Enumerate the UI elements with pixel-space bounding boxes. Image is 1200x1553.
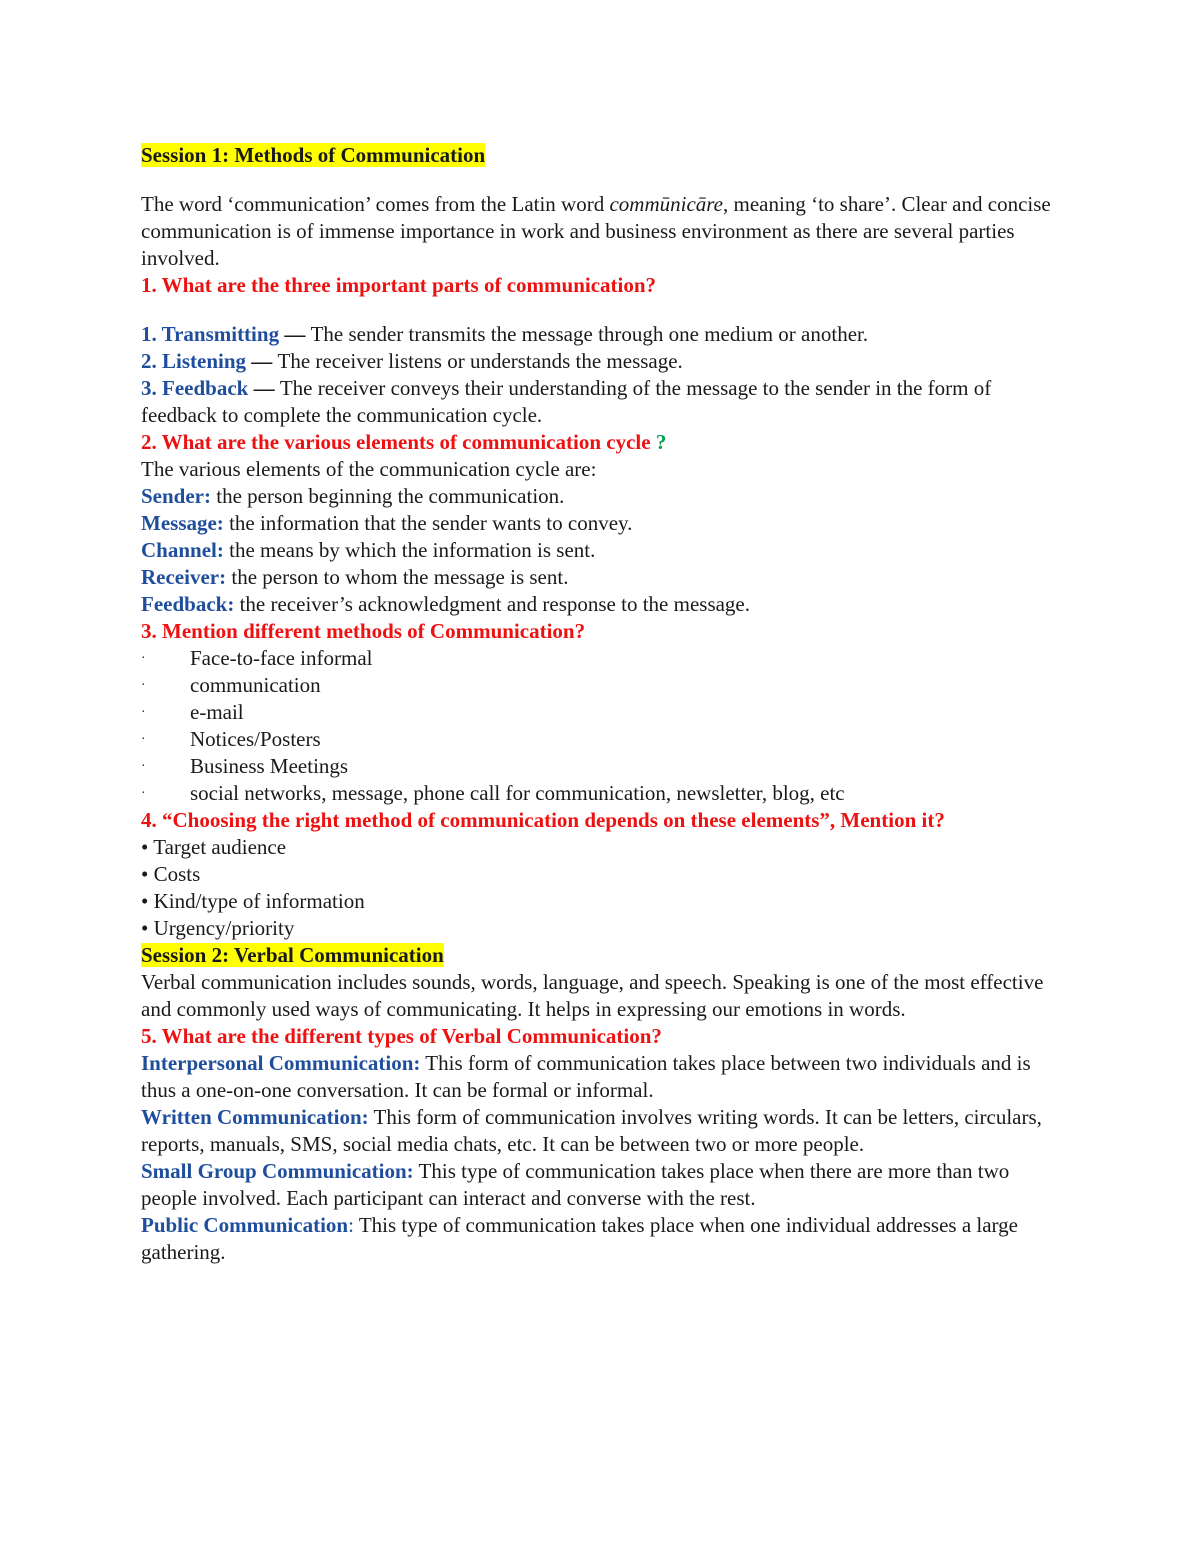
q2-item-receiver: Receiver: the person to whom the message is sent. <box>141 565 569 589</box>
session1-heading <box>141 142 1060 169</box>
list-item: • Costs <box>141 862 201 886</box>
q5-item-written: Written Communication: This form of communication involves writing words. It can be letters, circulars, reports, manuals, SMS, social media chats, etc. It can be between two or more people. <box>141 1105 1042 1156</box>
session1-title: Session 1: Methods of Communication <box>141 143 486 167</box>
question-5: 5. What are the different types of Verbal Communication? <box>141 1024 662 1048</box>
q1-item-feedback: 3. Feedback — The receiver conveys their understanding of the message to the sender in the form of feedback to complete the communication cycle. <box>141 376 992 427</box>
q1-item-transmitting: 1. Transmitting — The sender transmits the message through one medium or another. <box>141 322 869 346</box>
question-2-mark: ? <box>655 430 667 454</box>
list-item: · e-mail <box>141 700 244 724</box>
list-item: · Face-to-face informal <box>141 646 373 670</box>
q5-item-small-group: Small Group Communication: This type of communication takes place when there are more than two people involved. Each participant can interact and converse with the rest. <box>141 1159 1010 1210</box>
q2-item-sender: Sender: the person beginning the communication. <box>141 484 565 508</box>
session1-intro: The word ‘communication’ comes from the Latin word commūnicāre, meaning ‘to share’. Clear and concise communication is of immense importance in work and business environment as there are several parties involved. <box>141 192 1051 270</box>
question-3: 3. Mention different methods of Communication? <box>141 619 586 643</box>
methods-list <box>141 645 1060 807</box>
q1-item-listening: 2. Listening — The receiver listens or understands the message. <box>141 349 683 373</box>
bullet-icon: · <box>141 732 146 747</box>
question-2: 2. What are the various elements of communication cycle ? <box>141 430 667 454</box>
bullet-icon: · <box>141 786 146 801</box>
latin-word: commūnicāre <box>609 192 724 216</box>
list-item: · communication <box>141 673 321 697</box>
q2-item-channel: Channel: the means by which the information is sent. <box>141 538 596 562</box>
bullet-icon: · <box>141 678 146 693</box>
list-item: · social networks, message, phone call for communication, newsletter, blog, etc <box>141 781 845 805</box>
bullet-icon: · <box>141 705 146 720</box>
session2-title: Session 2: Verbal Communication <box>141 943 444 967</box>
elements-list <box>141 834 1060 942</box>
list-item: · Business Meetings <box>141 754 349 778</box>
q2-item-feedback: Feedback: the receiver’s acknowledgment and response to the message. <box>141 592 751 616</box>
bullet-icon: · <box>141 651 146 666</box>
session2-intro: Verbal communication includes sounds, words, language, and speech. Speaking is one of the most effective and commonly used ways of communicating. It helps in expressing our emotions in words. <box>141 970 1044 1021</box>
q5-item-interpersonal: Interpersonal Communication: This form of communication takes place between two individuals and is thus a one-on-one conversation. It can be formal or informal. <box>141 1051 1031 1102</box>
q2-item-message: Message: the information that the sender wants to convey. <box>141 511 633 535</box>
question-4: 4. “Choosing the right method of communication depends on these elements”, Mention it? <box>141 808 945 832</box>
bullet-icon: · <box>141 759 146 774</box>
list-item: • Urgency/priority <box>141 916 295 940</box>
question-1: 1. What are the three important parts of communication? <box>141 273 657 297</box>
session2-heading <box>141 942 1060 969</box>
q5-item-public: Public Communication: This type of communication takes place when one individual addresses a large gathering. <box>141 1213 1018 1264</box>
list-item: • Kind/type of information <box>141 889 365 913</box>
q2-intro: The various elements of the communication cycle are: <box>141 457 597 481</box>
list-item: · Notices/Posters <box>141 727 321 751</box>
list-item: • Target audience <box>141 835 287 859</box>
